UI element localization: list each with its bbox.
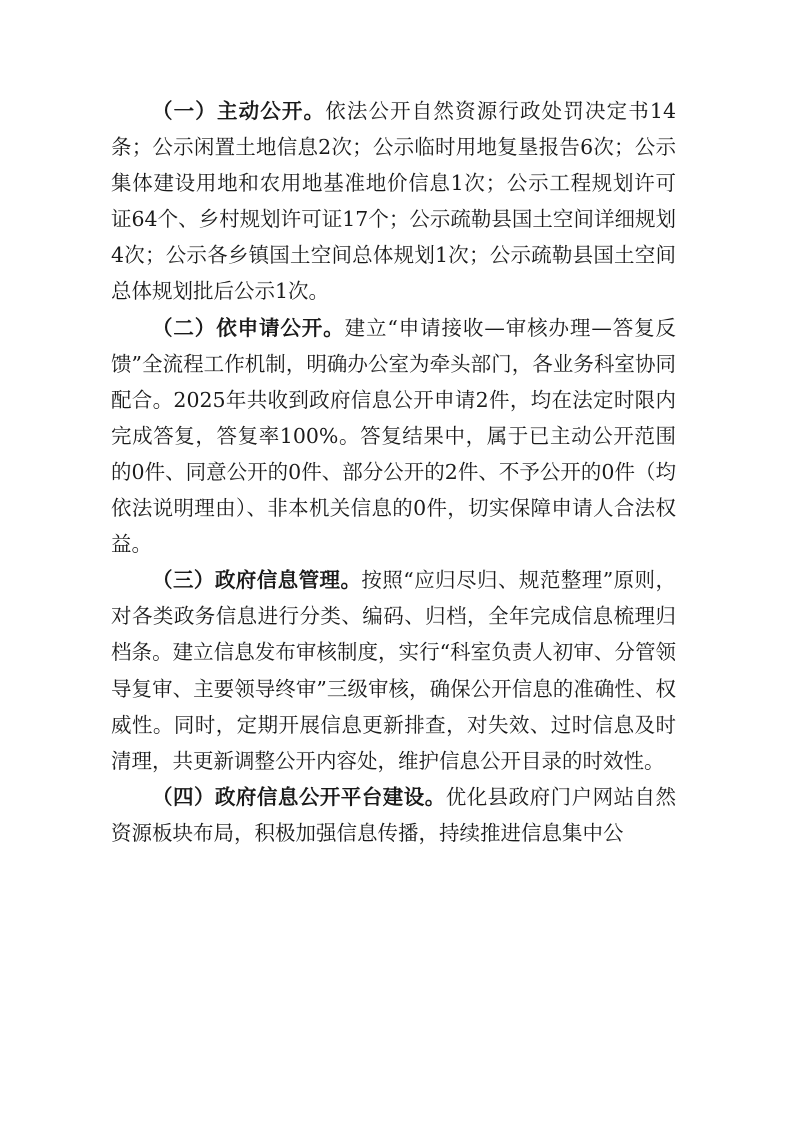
section-active-disclosure xyxy=(111,93,676,310)
section-heading: （三）政府信息管理。 xyxy=(152,568,362,593)
section-body: 按照“应归尽归、规范整理”原则，对各类政务信息进行分类、编码、归档，全年完成信息梳理归档条。建立信息发布审核制度，实行“科室负责人初审、分管领导复审、主要领导终审”三级审核，确保公开信息的准确性、权威性。同时，定期开展信息更新排查，对失效、过时信息及时清理，共更新调整公开内容处，维护信息公开目录的时效性。 xyxy=(111,568,677,773)
section-platform-construction xyxy=(111,779,676,851)
section-body: 优化县政府门户网站自然资源板块布局，积极加强信息传播，持续推进信息集中公 xyxy=(111,784,677,845)
section-request-disclosure xyxy=(111,310,676,563)
section-information-management xyxy=(111,562,676,779)
section-heading: （四）政府信息公开平台建设。 xyxy=(152,784,446,809)
section-heading: （一）主动公开。 xyxy=(152,99,326,123)
document-body xyxy=(111,93,676,851)
section-body: 依法公开自然资源行政处罚决定书14条；公示闲置土地信息2次；公示临时用地复垦报告6次；公示集体建设用地和农用地基准地价信息1次；公示工程规划许可证64个、乡村规划许可证17个；公示疏勒县国土空间详细规划4次；公示各乡镇国土空间总体规划1次；公示疏勒县国土空间总体规划批后公示1次。 xyxy=(111,99,676,304)
section-heading: （二）依申请公开。 xyxy=(152,315,345,340)
section-body: 建立“申请接收—审核办理—答复反馈”全流程工作机制，明确办公室为牵头部门，各业务科室协同配合。2025年共收到政府信息公开申请2件，均在法定时限内完成答复，答复率100%。答复结果中，属于已主动公开范围的0件、同意公开的0件、部分公开的2件、不予公开的0件（均依法说明理由）、非本机关信息的0件，切实保障申请人合法权益。 xyxy=(111,315,677,557)
